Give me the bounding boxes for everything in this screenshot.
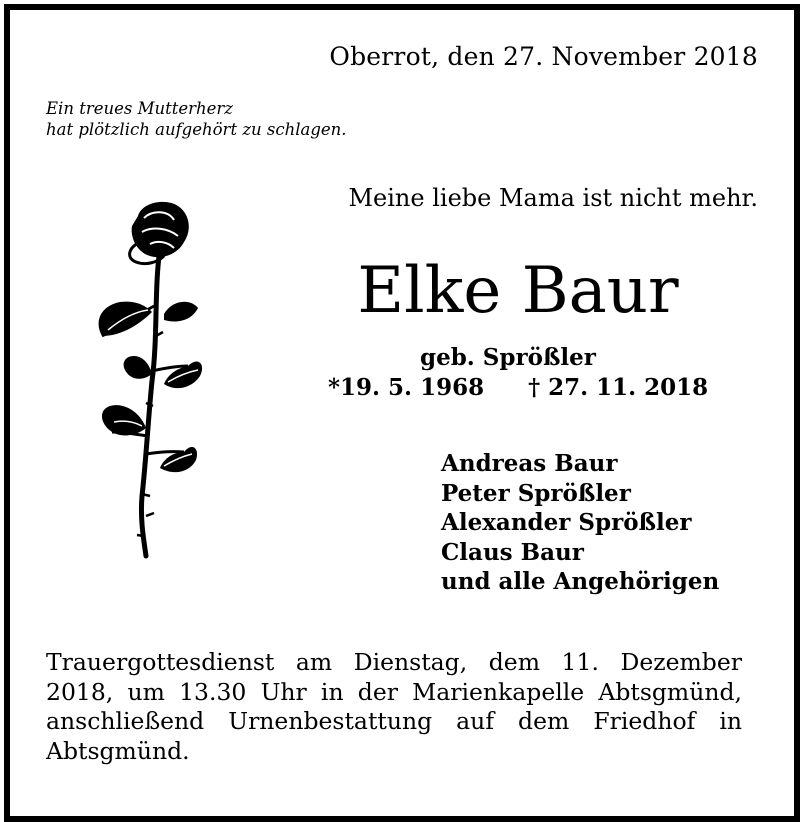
mourner: Claus Baur [441,538,584,566]
life-dates [328,374,708,401]
mourners-list [441,449,719,597]
birth-name: geb. Sprößler [420,344,596,371]
motto [46,98,347,140]
service-announcement: Trauergottesdienst am Dienstag, dem 11. Dezember 2018, um 13.30 Uhr in der Marienkapelle Abtsgmünd, anschließend Urnenbestattung auf dem Friedhof in Abtsgmünd. [46,648,742,765]
rose-icon [80,196,210,566]
intro-text: Meine liebe Mama ist nicht mehr. [348,184,758,212]
deceased-name: Elke Baur [357,254,679,328]
place-date: Oberrot, den 27. November 2018 [329,42,758,71]
mourner: Peter Sprößler [441,479,631,507]
motto-line-2: hat plötzlich aufgehört zu schlagen. [46,120,347,139]
mourner: Alexander Sprößler [441,509,692,536]
motto-line-1: Ein treues Mutterherz [46,99,233,118]
mourner: und alle Angehörigen [441,568,720,595]
birth-date: *19. 5. 1968 [328,374,485,401]
death-date: † 27. 11. 2018 [528,374,709,401]
mourner: Andreas Baur [441,450,618,477]
